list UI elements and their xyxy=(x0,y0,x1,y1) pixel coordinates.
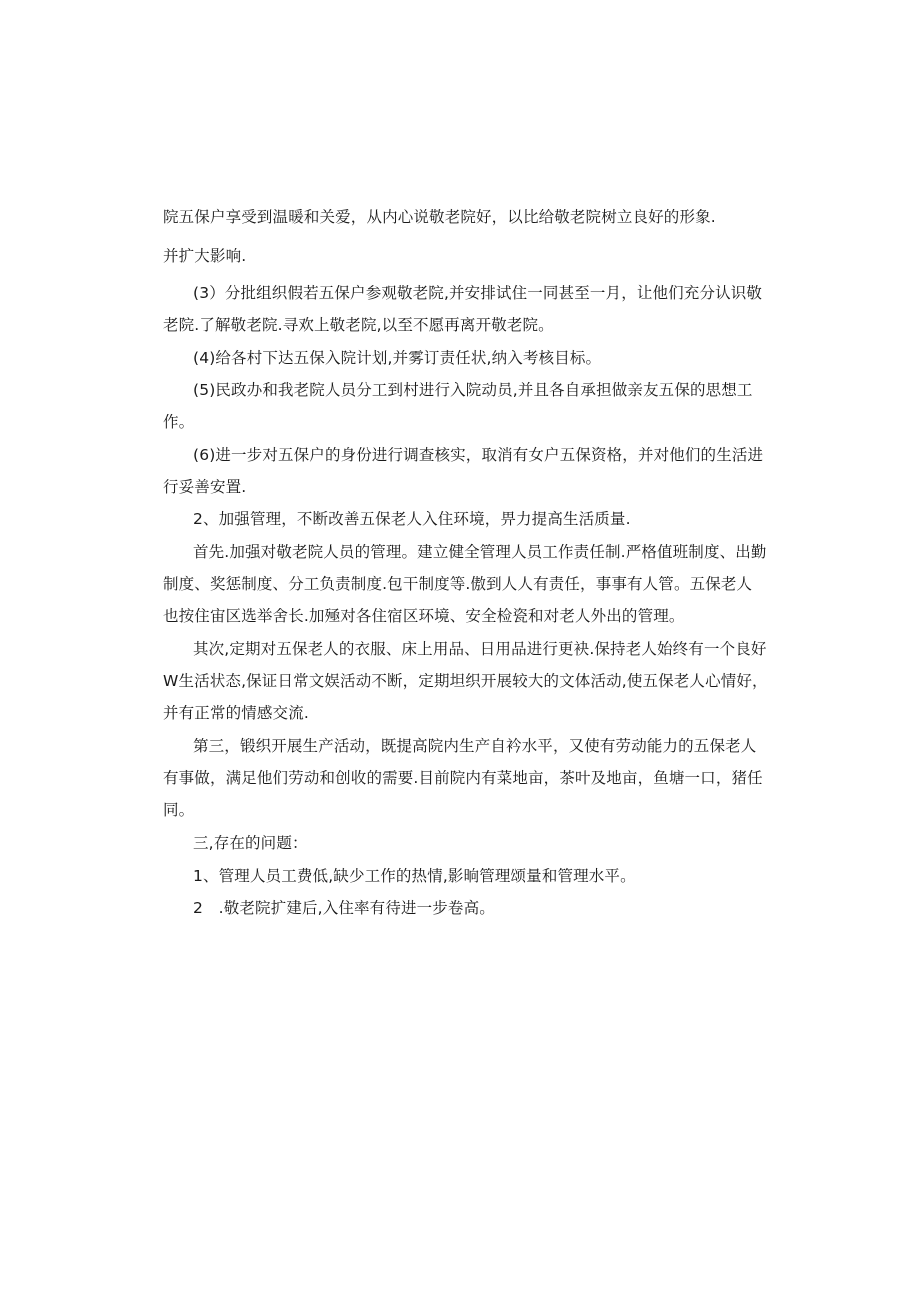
text-line: W生活状态,保证日常文娱活动不断，定期坦织开展较大的文体活动,使五保老人心情好， xyxy=(163,672,768,690)
text-line: 1、管理人员工费低,缺少工作的热情,影晌管理颂量和管理水平。 xyxy=(193,867,636,885)
text-line: 2 .敬老院扩建后,入住率有待进一步卷高。 xyxy=(193,899,495,917)
text-line: (6)进一步对五保户的身份进行调查核实，取消有女户五保资格，并对他们的生活进 xyxy=(193,446,764,464)
text-line: 第三，锻织开展生产活动，既提高院内生产自衿水平，又使有劳动能力的五保老人 xyxy=(193,737,757,755)
text-line: 有事做，满足他们劳动和创收的需要.目前院内有菜地亩，茶叶及地亩，鱼塘一口，猪任 xyxy=(163,769,763,787)
text-line: 行妥善安置. xyxy=(163,478,247,496)
text-line: 并有正常的情感交流. xyxy=(163,704,309,722)
text-line: 2、加强管理，不断改善五保老人入住环境，畀力提高生活质量. xyxy=(193,510,631,528)
text-line: 同。 xyxy=(163,801,195,819)
text-line: 院五保户享受到温暖和关爱，从内心说敬老院好，以比给敬老院树立良好的形象. xyxy=(163,208,716,226)
text-line: 制度、奖惩制度、分工负责制度.包干制度等.傲到人人有责任，事事有人管。五保老人 xyxy=(163,575,753,593)
text-line: (5)民政办和我老院人员分工到村进行入院动员,并且各自承担做亲友五保的思想工 xyxy=(193,381,753,399)
text-line: 其次,定期对五保老人的衣服、床上用品、日用品进行更袂.保持老人始终有一个良好 xyxy=(193,640,767,658)
text-line: (4)给各村下达五保入院计划,并雾订责任状,纳入考核目标。 xyxy=(193,349,602,367)
text-line: 三,存在的问题： xyxy=(193,834,308,852)
text-line: 老院.了解敬老院.寻欢上敬老院,以至不愿再离开敬老院。 xyxy=(163,316,554,334)
text-line: (3）分批组织假若五保户参观敬老院,并安排试住一同甚至一月，让他们充分认识敬 xyxy=(193,284,763,302)
text-line: 首先.加强对敬老院人员的管理。建立健全管理人员工作责任制.严格值班制度、出勤 xyxy=(193,543,767,561)
text-line: 作。 xyxy=(163,413,195,431)
text-line: 也按住宙区选举舍长.加殛对各住宿区环境、安全检瓷和对老人外出的管理。 xyxy=(163,607,685,625)
text-line: 并扩大影响. xyxy=(163,247,247,265)
